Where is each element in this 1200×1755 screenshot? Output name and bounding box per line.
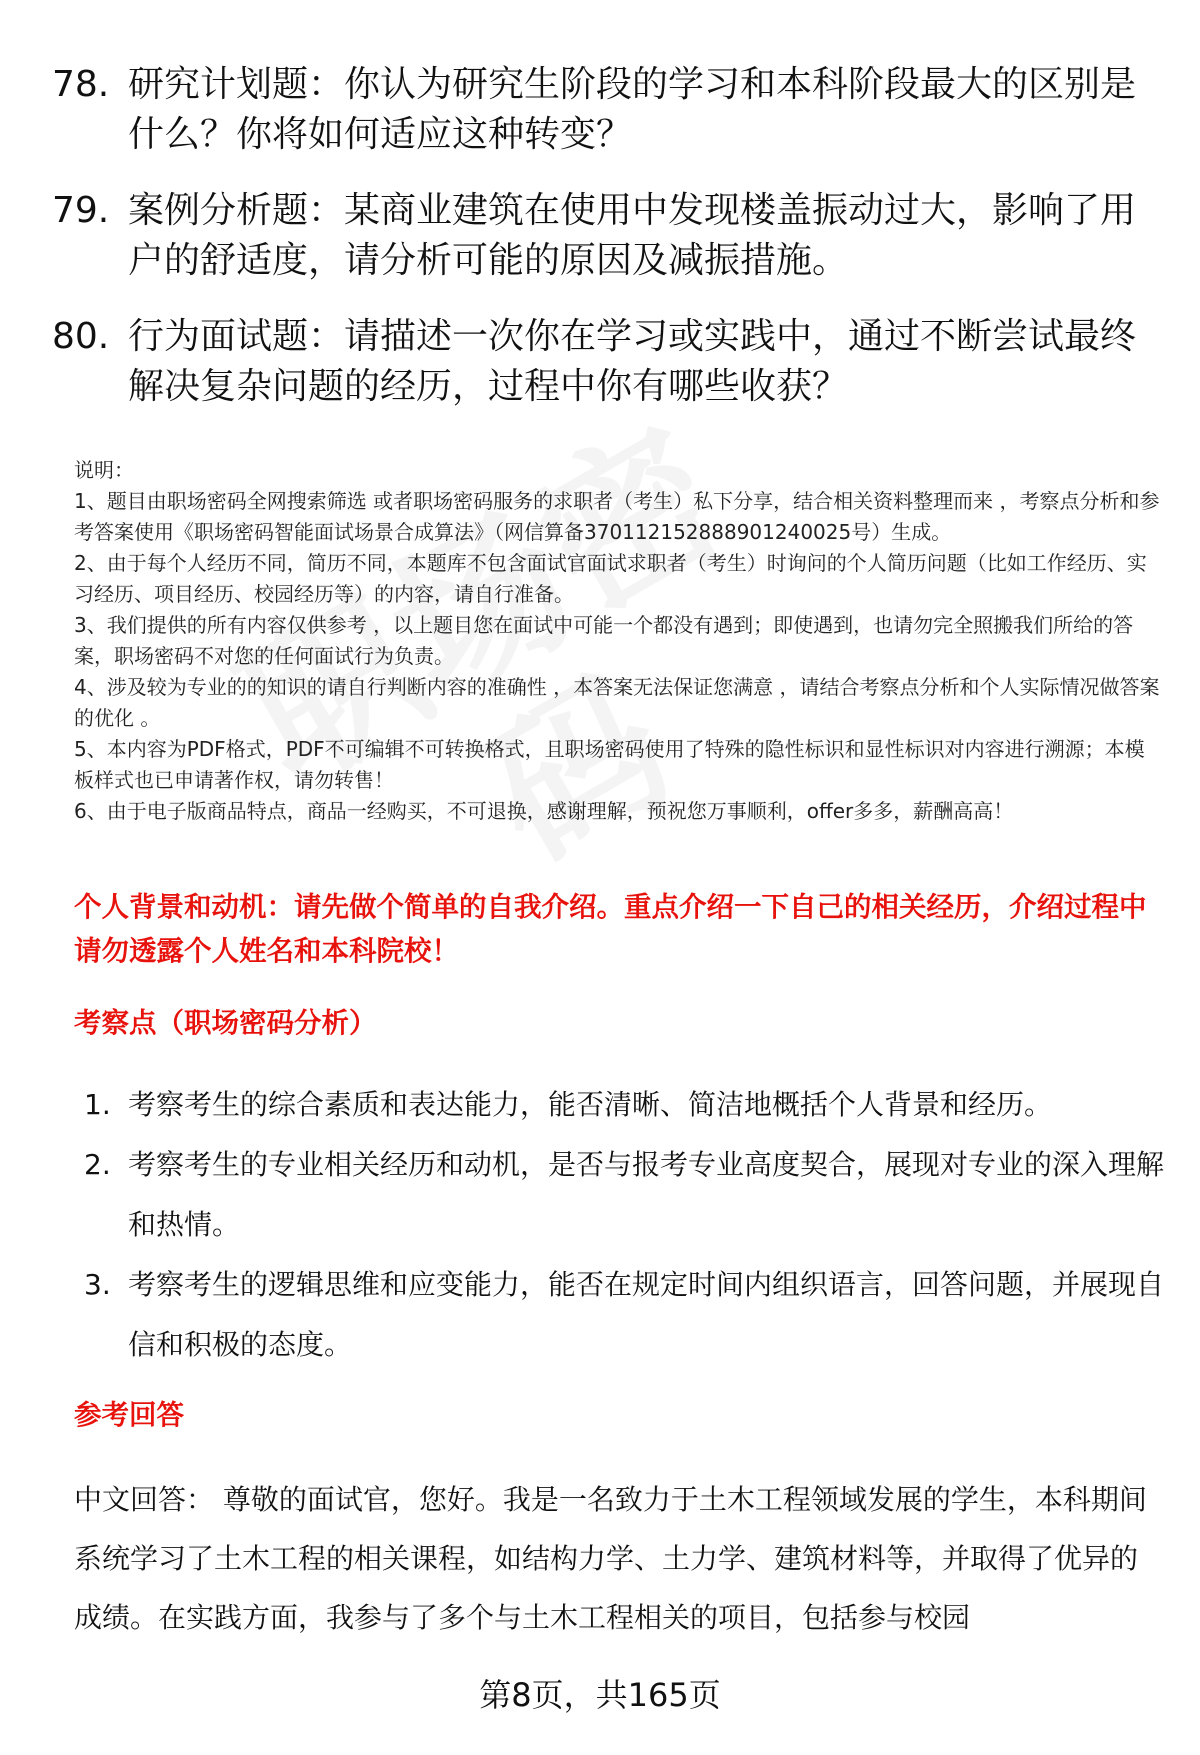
note-item: 5、本内容为PDF格式，PDF不可编辑不可转换格式，且职场密码使用了特殊的隐性标识和显性标识对内容进行溯源；本模板样式也已申请著作权，请勿转售！ [74,737,1145,792]
notes-heading: 说明： [74,458,134,482]
question-number: 78. [52,64,110,105]
point-text: 考察考生的综合素质和表达能力，能否清晰、简洁地概括个人背景和经历。 [128,1088,1053,1121]
note-item: 2、由于每个人经历不同，简历不同，本题库不包含面试官面试求职者（考生）时询问的个人简历问题（比如工作经历、实习经历、项目经历、校园经历等）的内容，请自行准备。 [74,551,1147,606]
question-item [52,312,1152,412]
disclaimer-notes [74,455,1160,827]
interview-question-title: 个人背景和动机：请先做个简单的自我介绍。重点介绍一下自己的相关经历，介绍过程中请勿透露个人姓名和本科院校！ [74,891,1147,967]
page-footer: 第8页，共165页 [479,1676,721,1714]
question-list [52,60,1152,438]
question-text: 案例分析题：某商业建筑在使用中发现楼盖振动过大，影响了用户的舒适度，请分析可能的原因及减振措施。 [128,190,1137,281]
analysis-point [84,1255,1164,1375]
answer-text: 中文回答： 尊敬的面试官，您好。我是一名致力于土木工程领域发展的学生，本科期间系统学习了土木工程的相关课程，如结构力学、土力学、建筑材料等，并取得了优异的成绩。在实践方面，我参与了多个与土木工程相关的项目，包括参与校园 [74,1483,1147,1634]
note-item: 3、我们提供的所有内容仅供参考 ，以上题目您在面试中可能一个都没有遇到；即使遇到，也请勿完全照搬我们所给的答案，职场密码不对您的任何面试行为负责。 [74,613,1134,668]
question-text: 研究计划题：你认为研究生阶段的学习和本科阶段最大的区别是什么？你将如何适应这种转变？ [128,64,1137,155]
note-item: 6、由于电子版商品特点，商品一经购买，不可退换，感谢理解，预祝您万事顺利，offer多多，薪酬高高！ [74,799,1014,823]
question-number: 79. [52,190,110,231]
point-number: 3. [84,1268,111,1301]
question-number: 80. [52,316,110,357]
question-item [52,60,1152,160]
question-text: 行为面试题：请描述一次你在学习或实践中，通过不断尝试最终解决复杂问题的经历，过程中你有哪些收获？ [128,316,1137,407]
point-text: 考察考生的逻辑思维和应变能力，能否在规定时间内组织语言，回答问题，并展现自信和积极的态度。 [128,1268,1165,1361]
point-text: 考察考生的专业相关经历和动机，是否与报考专业高度契合，展现对专业的深入理解和热情。 [128,1148,1165,1241]
analysis-point [84,1075,1164,1135]
analysis-point [84,1135,1164,1255]
analysis-points [84,1075,1164,1375]
note-item: 4、涉及较为专业的的知识的请自行判断内容的准确性 ，本答案无法保证您满意 ，请结合考察点分析和个人实际情况做答案的优化 。 [74,675,1160,730]
point-number: 1. [84,1088,111,1121]
point-number: 2. [84,1148,111,1181]
answer-title: 参考回答 [74,1399,184,1431]
note-item: 1、题目由职场密码全网搜索筛选 或者职场密码服务的求职者（考生）私下分享，结合相关资料整理而来 ，考察点分析和参考答案使用《职场密码智能面试场景合成算法》（网信算备370112152888901240025号）生成。 [74,489,1160,544]
question-item [52,186,1152,286]
analysis-title: 考察点（职场密码分析） [74,1007,377,1039]
